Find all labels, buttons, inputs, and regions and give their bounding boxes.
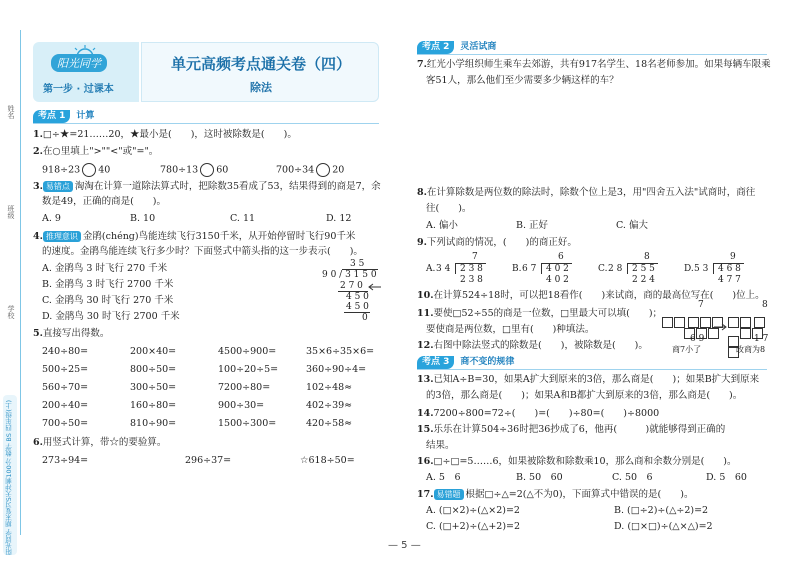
binding-line (20, 30, 21, 535)
question-3-cont: 数是49，正确的商是( )。 (42, 196, 167, 207)
question-10: 10.在计算524÷18时，可以把18看作( )来试商，商的最高位写在( )位上。 (417, 290, 765, 301)
question-16: 16.□÷□=5……6，如果被除数和除数乘10，那么商和余数分别是( )。 (417, 456, 737, 467)
question-14: 14.7200÷800=72÷( )=( )÷80=( )÷8000 (417, 408, 660, 419)
q5-item: 1500÷300= (218, 418, 277, 429)
reasoning-tag: 推理意识 (43, 231, 81, 242)
section-name: 计算 (76, 111, 95, 121)
q5-item: 160÷80= (130, 400, 177, 411)
section-heading-2 (417, 41, 496, 54)
question-6: 6.用竖式计算，带☆的要验算。 (33, 437, 167, 448)
q17-option-b[interactable]: B. (□÷2)÷(△÷2)=2 (614, 505, 709, 516)
q4-option-c[interactable]: C. 金鹃鸟 30 时飞行 270 千米 (42, 295, 174, 306)
section-name: 商不变的规律 (460, 357, 515, 367)
header-title-block (141, 42, 379, 102)
calc-step: 4 5 0 (346, 302, 369, 312)
question-number: 1. (33, 129, 43, 140)
school-label: 学校 (7, 305, 15, 319)
q5-item: 7200÷80= (218, 382, 271, 393)
question-text: □÷★=21……20，★最小是( )，这时被除数是( )。 (42, 129, 297, 140)
question-13-cont: 的3倍，那么商是( )；如果A和B都扩大到原来的3倍，那么商是( )。 (426, 390, 743, 401)
question-4: 4. 推理意识 金鹃(chéng)鸟能连续飞行3150千米，从开始停留时飞行90千米 (33, 231, 356, 242)
question-13: 13.已知A÷B=30，如果A扩大到原来的3倍，那么商是( )；如果B扩大到原来 (417, 374, 760, 385)
section-tag: 考点 3 (417, 356, 454, 369)
q16-option-a[interactable]: A. 5 6 (426, 472, 461, 483)
q5-item: 810÷90= (130, 418, 177, 429)
section-divider (33, 123, 379, 124)
page-number: — 5 — (388, 540, 421, 551)
q5-item: 240÷80= (42, 346, 89, 357)
section-divider (417, 369, 767, 370)
q6-item-2: 296÷37= (185, 455, 232, 466)
question-15-cont: 结果。 (426, 440, 455, 451)
q6-item-3: ☆618÷50= (300, 455, 355, 466)
section-heading-1 (33, 110, 94, 123)
question-12: 12.右图中除法竖式的除数是( )，被除数是( )。 (417, 340, 648, 351)
q3-option-d[interactable]: D. 12 (326, 213, 352, 224)
question-2 (33, 146, 158, 158)
binding-sidebar (0, 0, 22, 570)
question-8-cont: 往( )。 (426, 203, 472, 214)
q17-option-d[interactable]: D. (□×□)÷(△×△)=2 (614, 521, 713, 532)
q5-item: 300÷50= (130, 382, 177, 393)
question-9: 9.下列试商的情况，( )的商正好。 (417, 237, 577, 248)
question-7: 7.红光小学组织师生乘车去郊游，共有917名学生、18名老师参加。如果每辆车限乘 (417, 59, 771, 70)
question-number: 2. (33, 146, 43, 157)
q9-option-a[interactable]: A. 7 3 4 2 3 8 2 3 8 (426, 252, 506, 288)
q16-option-c[interactable]: C. 50 6 (612, 472, 653, 483)
q4-option-a[interactable]: A. 金鹃鸟 3 时飞行 270 千米 (42, 263, 168, 274)
q3-option-b[interactable]: B. 10 (130, 213, 156, 224)
section-heading-3 (417, 356, 514, 369)
q4-division-diagram (322, 259, 382, 325)
arrow-left-icon (368, 283, 382, 291)
q8-option-c[interactable]: C. 偏大 (616, 220, 648, 231)
q6-item-1: 273÷94= (42, 455, 89, 466)
sidebar-footer-text: 阳光同学 期末复习5天冲刺100分 数学 BS 四年级(上) (5, 400, 13, 556)
q8-option-b[interactable]: B. 正好 (516, 220, 549, 231)
brand-logo: 阳光同学 (51, 54, 107, 72)
q2-item-2: 780÷13 60 (160, 164, 229, 176)
question-11: 11.要使□52÷55的商是一位数，□里最大可以填( )； (417, 308, 663, 319)
q3-option-a[interactable]: A. 9 (42, 213, 61, 224)
q17-option-a[interactable]: A. (□×2)÷(△×2)=2 (426, 505, 520, 516)
section-name: 灵活试商 (460, 42, 497, 52)
calc-step: 2 7 0 (340, 281, 363, 291)
question-4-cont: 的速度。金鹃鸟能连续飞行多少时？下面竖式中箭头指的这一步表示( )。 (42, 246, 363, 257)
class-label: 班级 (7, 205, 15, 219)
q4-option-b[interactable]: B. 金鹃鸟 3 时飞行 2700 千米 (42, 279, 174, 290)
q5-item: 4500÷900= (218, 346, 277, 357)
question-7-cont: 客51人，那么他们至少需要多少辆这样的车？ (426, 75, 619, 86)
q2-item-3: 700÷34 20 (276, 164, 345, 176)
q16-option-b[interactable]: B. 50 60 (516, 472, 563, 483)
question-5: 5.直接写出得数。 (33, 328, 110, 339)
q5-item: 700÷50= (42, 418, 89, 429)
q9-option-c[interactable]: C. 8 2 8 2 5 5 2 2 4 (598, 252, 678, 288)
arrow-right-icon (714, 323, 728, 331)
q12-division-diagram: 7 6 9 商7小了 8 1 7 改商为8 (662, 300, 772, 355)
q3-option-c[interactable]: C. 11 (230, 213, 256, 224)
q5-item: 560÷70= (42, 382, 89, 393)
compare-circle[interactable] (82, 163, 96, 177)
error-prone-tag: 易错点 (43, 181, 73, 192)
q5-item: 402÷39≈ (306, 400, 353, 411)
q5-item: 200÷40= (42, 400, 89, 411)
q8-option-a[interactable]: A. 偏小 (426, 220, 458, 231)
question-15: 15.乐乐在计算504÷36时把36抄成了6，他再( )就能够得到正确的 (417, 424, 726, 435)
question-3: 3. 易错点 淘淘在计算一道除法算式时，把除数35看成了53，结果得到的商是7，余 (33, 181, 381, 192)
calc-dividend: 9 0 / 3 1 5 0 (322, 270, 377, 280)
q17-option-c[interactable]: C. (□+2)÷(△+2)=2 (426, 521, 521, 532)
q5-item: 102÷48≈ (306, 382, 353, 393)
q9-option-d[interactable]: D. 9 5 3 4 6 8 4 7 7 (684, 252, 764, 288)
step-label: 第一步 · 过课本 (43, 84, 114, 95)
compare-circle[interactable] (316, 163, 330, 177)
section-tag: 考点 1 (33, 110, 70, 123)
q5-item: 200×40= (130, 346, 177, 357)
q5-item: 420÷58≈ (306, 418, 353, 429)
q4-option-d[interactable]: D. 金鹃鸟 30 时飞行 2700 千米 (42, 311, 180, 322)
q5-item: 360÷90÷4= (306, 364, 367, 375)
q2-item-1: 918÷23 40 (42, 164, 111, 176)
calc-quotient: 3 5 (350, 259, 365, 269)
error-prone-tag: 易错题 (434, 489, 464, 500)
compare-circle[interactable] (200, 163, 214, 177)
question-17: 17. 易错题 根据□÷△=2(△不为0)，下面算式中错误的是( )。 (417, 489, 694, 500)
question-8: 8.在计算除数是两位数的除法时，除数个位上是3，用"四舍五入法"试商时，商往 (417, 187, 756, 198)
page-title: 单元高频考点通关卷（四） (170, 55, 351, 73)
q9-option-b[interactable]: B. 6 6 7 4 0 2 4 0 2 (512, 252, 592, 288)
question-11-cont: 要使商是两位数，□里有( )种填法。 (426, 324, 595, 335)
calc-remainder: 0 (362, 313, 368, 323)
q5-item: 900÷30= (218, 400, 265, 411)
header-logo-block (33, 42, 139, 102)
name-label: 姓名 (7, 105, 15, 119)
q5-item: 800÷50= (130, 364, 177, 375)
question-1 (33, 129, 297, 141)
question-text: 在○里填上">""<"或"="。 (42, 146, 159, 157)
q16-option-d[interactable]: D. 5 60 (706, 472, 747, 483)
calc-step: 4 5 0 (346, 292, 369, 302)
section-divider (417, 54, 767, 55)
page-subtitle: 除法 (250, 81, 272, 94)
q5-item: 500÷25= (42, 364, 89, 375)
q5-item: 100÷20÷5= (218, 364, 279, 375)
q5-item: 35×6÷35×6= (306, 346, 375, 357)
section-tag: 考点 2 (417, 41, 454, 54)
page-header (33, 42, 379, 102)
